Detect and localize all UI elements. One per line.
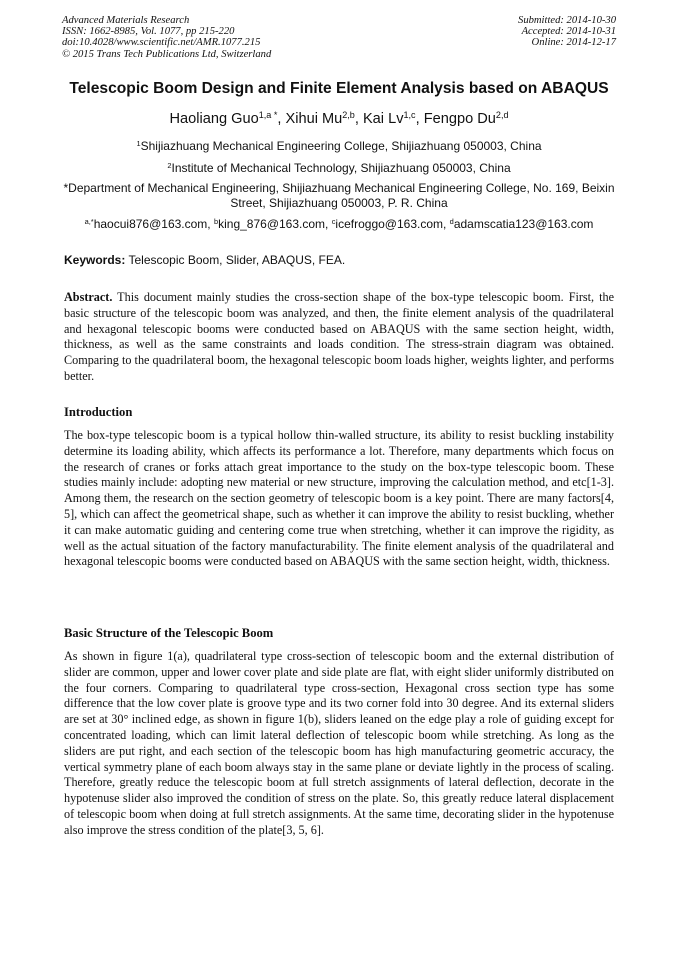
affiliation-2 bbox=[40, 161, 638, 176]
journal-name: Advanced Materials Research bbox=[62, 15, 190, 26]
journal-header bbox=[62, 15, 616, 63]
affiliation-sup: 1 bbox=[136, 138, 141, 148]
section-heading-introduction: Introduction bbox=[64, 405, 133, 419]
abstract bbox=[64, 290, 614, 385]
email-list bbox=[40, 217, 638, 232]
submission-dates bbox=[518, 15, 616, 49]
email-sup: b bbox=[213, 216, 219, 226]
date-accepted: Accepted: 2014-10-31 bbox=[521, 26, 616, 38]
author-sup: 1,c bbox=[403, 110, 416, 121]
keywords-text: Telescopic Boom, Slider, ABAQUS, FEA. bbox=[125, 253, 346, 267]
author-sup: 2,d bbox=[495, 110, 509, 121]
author-name: Haoliang Guo bbox=[169, 111, 259, 127]
email-sep: , bbox=[325, 217, 332, 231]
author-sup: 2,b bbox=[342, 110, 355, 121]
abstract-label: Abstract. bbox=[64, 290, 113, 304]
author-sup: 1,a * bbox=[258, 110, 278, 121]
email-sup: d bbox=[449, 216, 454, 226]
abstract-text: This document mainly studies the cross-section shape of the box-type telescopic boom. First, the basic structure of the telescopic boom was analyzed, and then, the finite element analysis of the quadrilateral and hexagonal telescopic booms were conducted based on ABAQUS with the same section height, width, thickness, as well as the same constraints and loads condition. The stress-strain diagram was obtained. Comparing to the quadrilateral boom, the hexagonal telescopic boom loads higher, weights lighter, and performs better. bbox=[64, 290, 614, 383]
journal-copyright: © 2015 Trans Tech Publications Ltd, Switzerland bbox=[62, 48, 272, 60]
author-name: Kai Lv bbox=[362, 111, 404, 127]
journal-issn: ISSN: 1662-8985, Vol. 1077, pp 215-220 bbox=[62, 26, 235, 38]
email-sup: c bbox=[331, 216, 336, 226]
author-sep: , bbox=[277, 111, 286, 127]
email-sep: , bbox=[443, 217, 450, 231]
author-name: Xihui Mu bbox=[285, 111, 343, 127]
affiliation-text: *Department of Mechanical Engineering, Shijiazhuang Mechanical Engineering College, No. 169, Beixin Street, Shijiazhuang 050003, P. R. China bbox=[63, 181, 615, 210]
email-link[interactable]: king_876@163.com bbox=[218, 217, 326, 231]
author-sep: , bbox=[354, 111, 363, 127]
journal-doi[interactable]: doi:10.4028/www.scientific.net/AMR.1077.215 bbox=[62, 37, 261, 49]
affiliation-sup: 2 bbox=[167, 160, 172, 170]
section-body-basic-structure: As shown in figure 1(a), quadrilateral type cross-section of telescopic boom and the external distribution of slider are common, upper and lower cover plate and side plate are flat, with eight slider uniformly distributed on the four corners. Comparing to quadrilateral type cross-section, Hexagonal cross section type has some difference that the low cover plate is groove type and its two corner fold into 30 degree. And its external sliders are set at 30° inclined edge, as shown in figure 1(b), sliders leaned on the edge play a role of guiding except for concentrated loading, which can limit lateral deflection of telescopic boom while stretching. As long as the sliders are put right, and each section of the telescopic boom has high manufacturing geometric accuracy, the vertical symmetry plane of each boom always stay in the same plane or deviate lightly in the process of scaling. Therefore, greatly reduce the telescopic boom at full stretch assignments of lateral deflection, decorate in the hypotenuse slider also improved the condition of stress on the plate. So, this greatly reduce lateral displacement of telescopic boom when doing at full stretch assignments. At the same time, decorating slider in the hypotenuse also improve the stress condition of the plate[3, 5, 6]. bbox=[64, 649, 614, 837]
paper-title: Telescopic Boom Design and Finite Element Analysis based on ABAQUS bbox=[69, 80, 609, 97]
email-link[interactable]: adamscatia123@163.com bbox=[453, 217, 594, 231]
affiliation-text: Shijiazhuang Mechanical Engineering College, Shijiazhuang 050003, China bbox=[140, 139, 542, 153]
author-name: Fengpo Du bbox=[423, 111, 496, 127]
affiliation-3 bbox=[60, 181, 618, 211]
author-list bbox=[0, 111, 678, 127]
author-sep: , bbox=[415, 111, 424, 127]
affiliation-1 bbox=[40, 139, 638, 154]
email-sep: , bbox=[207, 217, 214, 231]
date-submitted: Submitted: 2014-10-30 bbox=[518, 15, 616, 26]
email-link[interactable]: icefroggo@163.com bbox=[335, 217, 443, 231]
affiliation-text: Institute of Mechanical Technology, Shijiazhuang 050003, China bbox=[171, 161, 511, 175]
email-link[interactable]: haocui876@163.com bbox=[93, 217, 208, 231]
email-sup: a,* bbox=[84, 216, 94, 226]
keywords bbox=[64, 253, 345, 267]
keywords-label: Keywords: bbox=[64, 253, 126, 267]
section-heading-basic-structure: Basic Structure of the Telescopic Boom bbox=[64, 626, 274, 640]
section-body-introduction: The box-type telescopic boom is a typical hollow thin-walled structure, its ability to resist buckling instability determine its loading ability, which affects its performance a lot. Therefore, many departments which focus on the research of cranes or forks attach great importance to the study on the box-type telescopic boom. These studies mainly include: adopting new material or new structure, improving the calculation method, and etc[1-3]. Among them, the research on the section geometry of telescopic boom is a key point. There are many factors[4, 5], which can affect the geometrical shape, such as whether it can improve the ability to resist buckling, whether it can make automatic guiding and centering come true when stretching, whether it can improve the rigidity, as well as the actual situation of the factory manufacturability. The finite element analysis of the quadrilateral and hexagonal telescopic booms were conducted based on ABAQUS with the same section height, width, thickness. bbox=[64, 428, 614, 569]
date-online: Online: 2014-12-17 bbox=[531, 37, 616, 49]
journal-info bbox=[62, 15, 271, 60]
